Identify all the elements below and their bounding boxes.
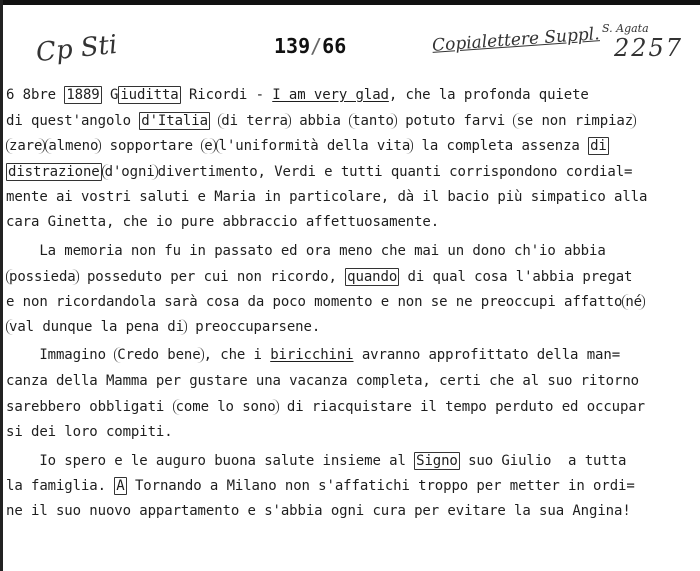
letter-text: , che la profonda quiete (388, 87, 589, 103)
bracketed-annotation: e (201, 138, 215, 154)
letter-text: preoccuparsene. (186, 319, 321, 335)
letter-text: 6 8bre (6, 87, 65, 103)
handwritten-location: S. Agata (602, 22, 649, 35)
boxed-annotation: 1889 (66, 87, 100, 103)
letter-text: si dei loro compiti. (6, 424, 173, 440)
letter-line (6, 112, 636, 130)
scan-left-edge (0, 0, 3, 571)
letter-text: Immagino (6, 347, 115, 363)
bracketed-annotation: né (622, 294, 645, 310)
bracketed-annotation: se non rimpiaz (513, 113, 636, 129)
letter-text: Io spero e le auguro buona salute insieme al (6, 453, 415, 469)
letter-text: di qual cosa l'abbia pregat (399, 269, 633, 285)
letter-text: ne il suo nuovo appartamento e s'abbia ogni cura per evitare la sua Angina! (6, 503, 631, 519)
handwritten-inventory-number: 2257 (614, 34, 684, 62)
folio-number (274, 34, 346, 58)
boxed-annotation: distrazione (8, 164, 100, 180)
scan-top-edge (0, 0, 700, 5)
letter-line (6, 423, 173, 441)
letter-line (6, 86, 589, 104)
letter-text: la completa assenza (413, 138, 589, 154)
underlined-text: biricchini (270, 347, 354, 363)
letter-text: di quest'angolo (6, 113, 140, 129)
letter-line (6, 477, 635, 495)
letter-text: suo Giulio a tutta (459, 453, 627, 469)
letter-text: sarebbero obbligati (6, 399, 173, 415)
letter-text: G (101, 87, 119, 103)
letter-line (6, 372, 639, 390)
bracketed-annotation: tanto (349, 113, 397, 129)
folio-separator: / (310, 34, 323, 58)
letter-text: potuto farvi (396, 113, 514, 129)
letter-text: sopportare (101, 138, 202, 154)
boxed-annotation: A (116, 478, 125, 494)
boxed-annotation: di (590, 138, 607, 154)
letter-line (6, 452, 626, 470)
letter-text: abbia (290, 113, 350, 129)
bracketed-annotation: l'uniformità della vita (216, 138, 414, 154)
bracketed-annotation: possieda (6, 269, 79, 285)
letter-line (6, 213, 439, 231)
letter-line (6, 502, 631, 520)
underlined-text: I am very glad (272, 87, 389, 103)
letter-text: canza della Mamma per gustare una vacanza completa, certi che al suo ritorno (6, 373, 639, 389)
bracketed-annotation: zare (6, 138, 45, 154)
handwritten-collection-title: Copialettere Suppl. (431, 24, 601, 56)
letter-text: cara Ginetta, che io pure abbraccio affettuosamente. (6, 214, 440, 230)
letter-text (210, 113, 218, 129)
letter-line (6, 268, 632, 286)
boxed-annotation: quando (347, 269, 398, 285)
bracketed-annotation: val dunque la pena di (6, 319, 187, 335)
letter-line (6, 398, 645, 416)
letter-line (6, 163, 632, 181)
letter-text: avranno approfittato della man= (353, 347, 621, 363)
letter-text: mente ai vostri saluti e Maria in particolare, dà il bacio più simpatico alla (6, 189, 648, 205)
boxed-annotation: d'Italia (141, 113, 208, 129)
letter-text: , che i (203, 347, 271, 363)
letter-line (6, 188, 647, 206)
letter-text: La memoria non fu in passato ed ora meno che mai un dono ch'io abbia (6, 243, 606, 259)
boxed-annotation: Signo (416, 453, 458, 469)
bracketed-annotation: d'ogni (102, 164, 158, 180)
letter-text: Ricordi - (180, 87, 273, 103)
folio-left: 139 (274, 34, 311, 58)
letter-text: la famiglia. (6, 478, 115, 494)
letter-line (6, 346, 620, 364)
letter-line (6, 318, 320, 336)
letter-text: Tornando a Milano non s'affatichi troppo per metter in ordi= (126, 478, 635, 494)
letter-text: e non ricordandola sarà cosa da poco momento e non se ne preoccupi affatto (6, 294, 623, 310)
letter-line (6, 242, 606, 260)
boxed-annotation: iuditta (120, 87, 179, 103)
letter-text: divertimento, Verdi e tutti quanti corrispondono cordial= (157, 164, 633, 180)
letter-text: posseduto per cui non ricordo, (78, 269, 346, 285)
letter-line (6, 137, 609, 155)
bracketed-annotation: di terra (218, 113, 291, 129)
letter-line (6, 293, 645, 311)
bracketed-annotation: come lo sono (173, 399, 279, 415)
handwritten-archive-mark: Cp Sti (34, 29, 119, 69)
folio-right: 66 (322, 34, 347, 58)
bracketed-annotation: Credo bene (114, 347, 203, 363)
bracketed-annotation: almeno (45, 138, 101, 154)
letter-text: di riacquistare il tempo perduto ed occupar (278, 399, 645, 415)
